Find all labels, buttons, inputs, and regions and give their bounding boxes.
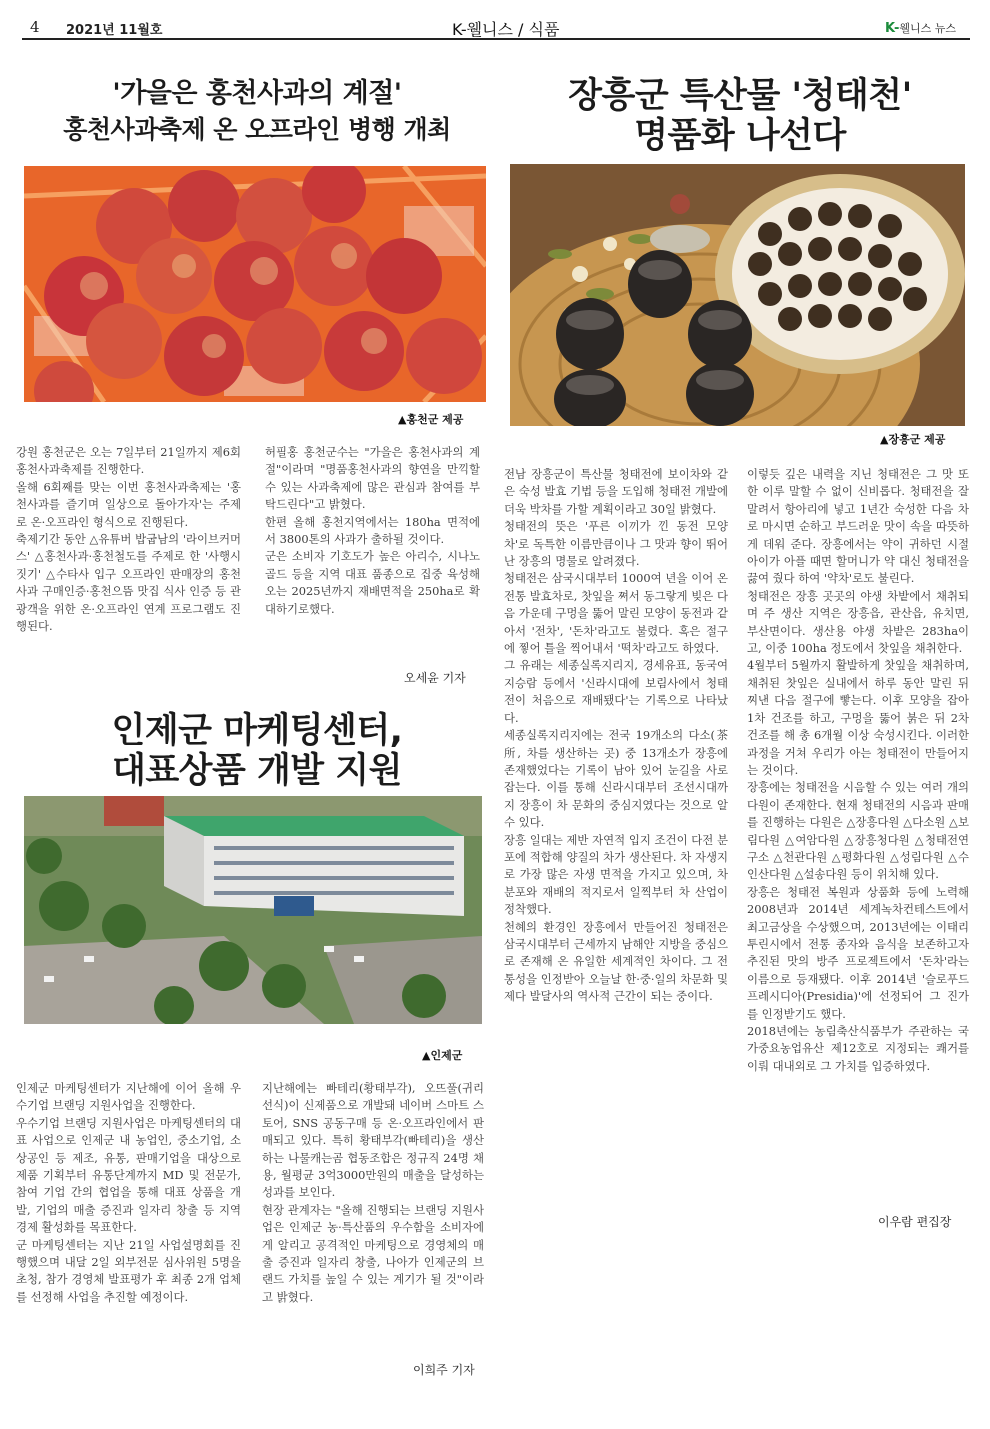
article3-headline-line2: 명품화 나선다 — [634, 116, 846, 156]
article2-headline-line2: 대표상품 개발 지원 — [112, 751, 402, 791]
article1-headline — [24, 76, 490, 148]
newspaper-logo — [885, 20, 956, 36]
page-number: 4 — [30, 18, 40, 36]
logo-text: 웰니스 뉴스 — [899, 22, 956, 35]
article1-headline-line2: 홍천사과축제 온 오프라인 병행 개최 — [63, 115, 451, 144]
article2-byline: 이희주 기자 — [413, 1363, 475, 1377]
article2-photo-building — [24, 796, 482, 1024]
article1-photo-caption: ▲홍천군 제공 — [398, 413, 464, 426]
article2-photo-caption: ▲인제군 — [422, 1049, 463, 1062]
article1-photo-apples — [24, 166, 486, 402]
article3-photo-caption: ▲장흥군 제공 — [880, 433, 946, 446]
article1-column-2: 허필홍 홍천군수는 "가을은 홍천사과의 계절"이라며 "명품홍천사과의 향연을 만끽할 수 있는 사과축제에 많은 관심과 참여를 부탁드린다"고 밝혔다. 한편 올해 홍천지역에서는 180ha 면적에서 3800톤의 사과가 출하될 것이다. 군은 소비자 기호도가 높은 아리수, 시나노골드 등을 지역 대표 품종으로 집중 육성해 오는 2025년까지 재배면적을 250ha로 확대하기로했다. — [265, 445, 480, 616]
article3-headline-line1: 장흥군 특산물 '청태천' — [568, 76, 912, 116]
article2-column-2: 지난해에는 빠테리(황태부각), 오뜨풀(귀리선식)이 신제품으로 개발돼 네이버 스마트 스토어, SNS 공동구매 등 온·오프라인에서 판매되고 있다. 특히 황태부각(빠테리)을 생산하는 나물캐는곰 협동조합은 정규직 24명 채용, 월평균 3억3000만원의 매출을 달성하는 성과를 보인다. 현장 관계자는 "올해 진행되는 브랜딩 지원사업은 인제군 농·특산품의 우수함을 소비자에게 알리고 공격적인 마케팅으로 경영체의 매출 증진과 일자리 창출, 나아가 인제군의 브랜드 가치를 높일 수 있는 계기가 될 것"이라고 밝혔다. — [262, 1081, 484, 1304]
article3-byline: 이우람 편집장 — [878, 1215, 952, 1229]
article2-headline-line1: 인제군 마케팅센터, — [111, 711, 403, 751]
article2-headline — [24, 711, 490, 791]
article3-headline — [510, 76, 970, 156]
article3-column-1: 전남 장흥군이 특산물 청태전에 보이차와 같은 숙성 발효 기법 등을 도입해 청태전 개발에 더욱 박차를 가할 계획이라고 30일 밝혔다. 청태전의 뜻은 '푸른 이끼가 낀 동전 모양 차'로 독특한 이름만큼이나 그 맛과 향이 뛰어난 장흥의 명물로 알려졌다. 청태전은 삼국시대부터 1000여 년을 이어 온 전통 발효차로, 찻잎을 쪄서 동그랗게 빚은 다음 가운데 구멍을 뚫어 말린 모양이 동전과 같아서 '전차', '돈차'라고도 불렸다. 혹은 절구에 찧어 틀을 찍어내서 '떡차'라고도 하였다. 그 유래는 세종실록지리지, 경세유표, 동국여지승람 등에서 '신라시대에 보림사에서 청태전이 처음으로 재배됐다'는 기록으로 나타났다. 세종실록지리지에는 전국 19개소의 다소(茶所, 차를 생산하는 곳) 중 13개소가 장흥에 존재했었다는 기록이 남아 있어 눈길을 사로잡는다. 이를 통해 신라시대부터 조선시대까지 장흥이 차 문화의 중심지였다는 것으로 알 수 있다. 장흥 일대는 제반 자연적 입지 조건이 다전 분포에 적합해 양질의 차가 생산된다. 차 자생지로 가장 많은 자생 면적을 가지고 있으며, 차 분포와 재배의 적지로서 일찍부터 차 산업이 정착했다. 천혜의 환경인 장흥에서 만들어진 청태전은 삼국시대부터 근세까지 남해안 지방을 중심으로 존재해 온 유일한 세계적인 차이다. 그 전통성을 인정받아 오늘날 한·중·일의 차문화 및 제다 발달사의 역사적 근간이 되는 중이다. — [504, 467, 728, 1004]
article3-photo-tea — [510, 164, 965, 426]
issue-date: 2021년 11월호 — [66, 23, 163, 38]
logo-k: K- — [885, 21, 900, 36]
article3-column-2: 이렇듯 깊은 내력을 지닌 청태전은 그 맛 또한 이루 말할 수 없이 신비롭다. 청태전을 잘 말려서 항아리에 넣고 1년간 숙성한 다음 차로 마시면 순하고 부드러운 맛이 속을 따뜻하게 데워 준다. 장흥에서는 약이 귀하던 시절 아이가 아플 때면 할머니가 약 대신 청태전을 끓여 줬다 하여 '약차'로도 불린다. 청태전은 장흥 곳곳의 야생 차밭에서 채취되며 주 생산 지역은 장흥읍, 관산읍, 유치면, 부산면이다. 생산용 야생 차밭은 283ha이고, 이중 100ha 정도에서 찻잎을 채취한다. 4월부터 5월까지 활발하게 찻잎을 채취하며, 채취된 찻잎은 실내에서 하루 동안 말린 뒤 찌낸 다음 절구에 빻는다. 이후 모양을 잡아 1차 건조를 하고, 구멍을 뚫어 붉은 뒤 2차 건조를 해 총 6개월 이상 숙성시킨다. 이러한 과정을 거쳐 우리가 아는 청태전이 만들어지는 것이다. 장흥에는 청태전을 시음할 수 있는 여러 개의 다원이 존재한다. 현재 청태전의 시음과 판매를 진행하는 다원은 △장흥다원 △다소원 △보림다원 △여암다원 △장흥청다원 △청태전연구소 △천관다원 △평화다원 △성림다원 △수인산다원 △설송다원 등이 위치해 있다. 장흥은 청태전 복원과 상품화 등에 노력해 2008년과 2014년 세계녹차컨테스트에서 최고금상을 수상했으며, 2013년에는 이태리 투린시에서 전통 종자와 음식을 보존하고자 추진된 맛의 방주 프로젝트에서 '돈차'라는 이름으로 등재됐다. 이후 2014년 '슬로푸드 프레시디아(Presidia)'에 선정되어 그 진가를 인정받기도 했다. 2018년에는 농림축산식품부가 주관하는 국가중요농업유산 제12호로 지정되는 쾌거를 이뤄 대내외로 그 가치를 입증하였다. — [747, 467, 969, 1073]
article1-headline-line1: '가을은 홍천사과의 계절' — [112, 78, 402, 109]
article1-byline: 오세윤 기자 — [404, 671, 466, 685]
article1-column-1: 강원 홍천군은 오는 7일부터 21일까지 제6회 홍천사과축제를 진행한다. 올해 6회째를 맞는 이번 홍천사과축제는 '홍천사과를 즐기며 일상으로 돌아가자'는 주제로 온·오프라인 형식으로 진행된다. 축제기간 동안 △유튜버 밥굽남의 '라이브커머스' △홍천사과·홍천철도를 주제로 한 '사행시 짓기' △수타사 입구 오프라인 판매장의 홍천사과 구매인증·홍천으뜸 맛집 식사 인증 등 관광객을 위한 온·오프라인 연계 프로그램도 진행된다. — [16, 445, 241, 634]
page-header — [22, 16, 970, 40]
article2-column-1: 인제군 마케팅센터가 지난해에 이어 올해 우수기업 브랜딩 지원사업을 진행한다. 우수기업 브랜딩 지원사업은 마케팅센터의 대표 사업으로 인제군 내 농업인, 중소기업, 소상공인 등 제조, 유통, 판매기업을 대상으로 제품 기획부터 유통단계까지 MD 및 전문가, 참여 기업 간의 협업을 통해 대표 상품을 개발, 기업의 매출 증진과 일자리 창출 등 지역경제 활성화를 목표한다. 군 마케팅센터는 지난 21일 사업설명회를 진행했으며 내달 2일 외부전문 심사위원 5명을 초청, 참가 경영체 발표평가 후 최종 2개 업체를 선정해 사업을 추진할 예정이다. — [16, 1081, 241, 1304]
section-title: K-웰니스 / 식품 — [452, 20, 560, 39]
